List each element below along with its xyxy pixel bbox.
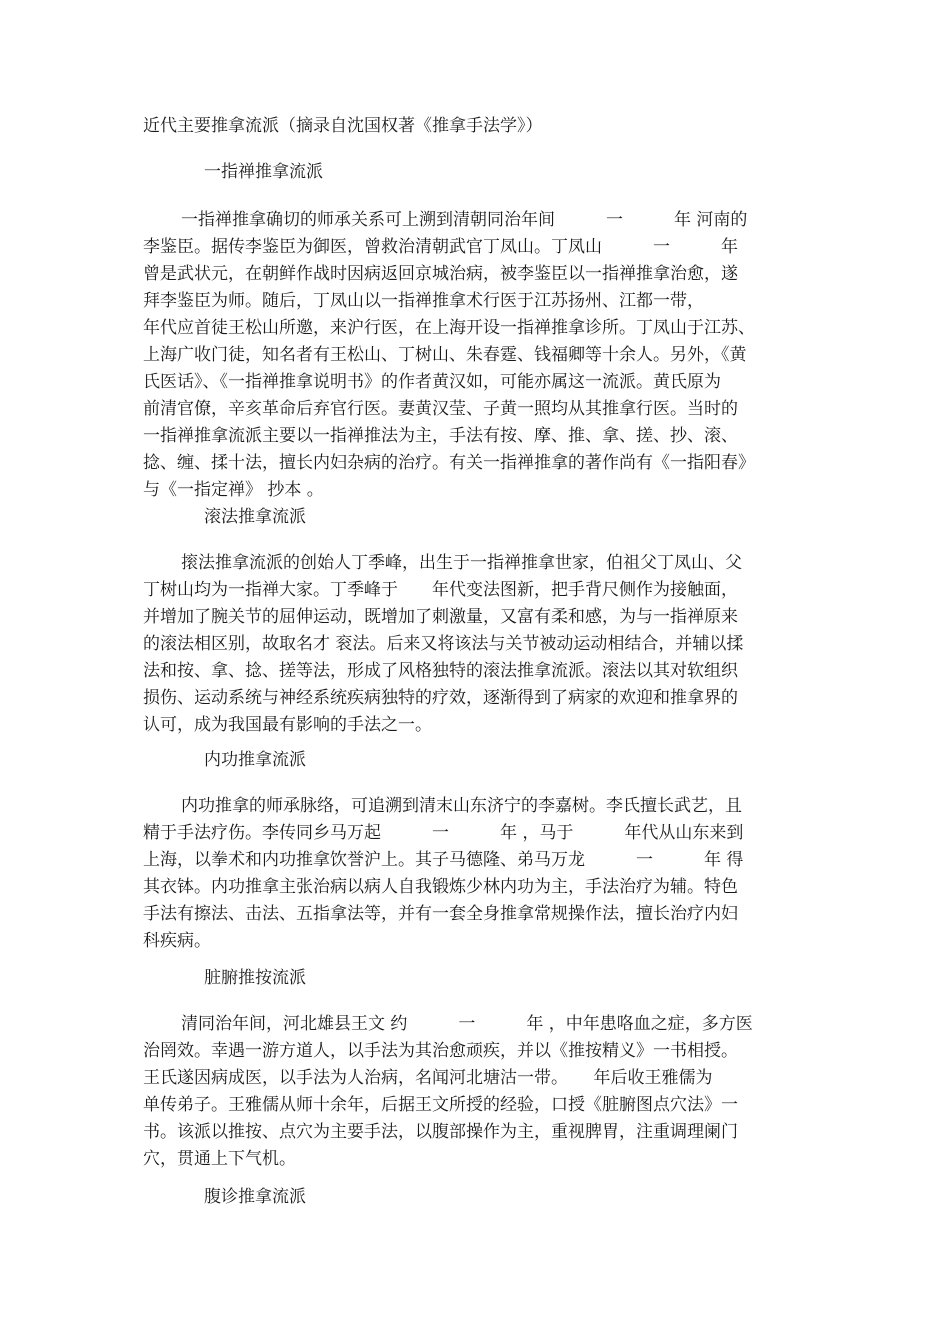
text-line: 上海广收门徒，知名者有王松山、丁树山、朱春霆、钱福卿等十余人。另外，《黄 bbox=[143, 345, 747, 365]
text-line: 单传弟子。王雅儒从师十余年，后据王文所授的经验，口授《脏腑图点穴法》一 bbox=[143, 1095, 738, 1115]
text-line: 手法有擦法、击法、五指拿法等，并有一套全身推拿常规操作法，擅长治疗内妇 bbox=[143, 904, 738, 924]
text-line: 的滚法相区别，故取名才 衮法。后来又将该法与关节被动运动相结合，并辅以揉 bbox=[143, 634, 744, 654]
text-line: 捻、缠、揉十法，擅长内妇杂病的治疗。有关一指禅推拿的著作尚有《一指阳春》 bbox=[143, 453, 755, 473]
text-line: 上海，以拳术和内功推拿饮誉沪上。其子马德隆、弟马万龙 一 年 得 bbox=[143, 850, 744, 870]
text-line: 科疾病。 bbox=[143, 931, 211, 951]
text-line: 拜李鉴臣为师。随后，丁凤山以一指禅推拿术行医于江苏扬州、江都一带， bbox=[143, 291, 704, 311]
text-line: 年代应首徒王松山所邀，来沪行医，在上海开设一指禅推拿诊所。丁凤山于江苏、 bbox=[143, 318, 755, 338]
text-line: 认可，成为我国最有影响的手法之一。 bbox=[143, 715, 432, 735]
text-line: 李鉴臣。据传李鉴臣为御医，曾救治清朝武官丁凤山。丁凤山 一 年 bbox=[143, 237, 738, 257]
text-line: 其衣钵。内功推拿主张治病以病人自我锻炼少林内功为主，手法治疗为辅。特色 bbox=[143, 877, 738, 897]
text-line: 㨰法推拿流派的创始人丁季峰，出生于一指禅推拿世家，伯祖父丁凤山、父 bbox=[181, 553, 742, 573]
text-line: 法和按、拿、捻、搓等法，形成了风格独特的滚法推拿流派。滚法以其对软组织 bbox=[143, 661, 738, 681]
text-line: 内功推拿的师承脉络，可追溯到清末山东济宁的李嘉树。李氏擅长武艺，且 bbox=[181, 796, 742, 816]
text-line: 王氏遂因病成医，以手法为人治病，名闻河北塘沽一带。 年后收王雅儒为 bbox=[143, 1068, 713, 1088]
text-line: 并增加了腕关节的屈伸运动，既增加了刺激量，又富有柔和感，为与一指禅原来 bbox=[143, 607, 738, 627]
text-line: 清同治年间，河北雄县王文 约 一 年 ，中年患咯血之症，多方医 bbox=[181, 1014, 753, 1034]
text-line: 治罔效。幸遇一游方道人，以手法为其治愈顽疾，并以《推按精义》一书相授。 bbox=[143, 1041, 738, 1061]
section-heading-zangfu: 脏腑推按流派 bbox=[204, 968, 306, 988]
text-line: 一指禅推拿流派主要以一指禅推法为主，手法有按、摩、推、拿、搓、抄、滚、 bbox=[143, 426, 738, 446]
section-body-zangfu bbox=[143, 1011, 813, 1173]
section-body-yizhichan bbox=[143, 207, 813, 504]
text-line: 精于手法疗伤。李传同乡马万起 一 年 ，马于 年代从山东来到 bbox=[143, 823, 744, 843]
text-line: 氏医话》、《一指禅推拿说明书》的作者黄汉如，可能亦属这一流派。黄氏原为 bbox=[143, 372, 721, 392]
section-heading-yizhichan: 一指禅推拿流派 bbox=[204, 162, 323, 182]
section-heading-gunfa: 滚法推拿流派 bbox=[204, 507, 306, 527]
section-heading-neigong: 内功推拿流派 bbox=[204, 750, 306, 770]
text-line: 损伤、运动系统与神经系统疾病独特的疗效，逐渐得到了病家的欢迎和推拿界的 bbox=[143, 688, 738, 708]
text-line: 与《一指定禅》 抄本 。 bbox=[143, 480, 324, 500]
text-line: 书。该派以推按、点穴为主要手法，以腹部操作为主，重视脾胃，注重调理阑门 bbox=[143, 1122, 738, 1142]
text-line: 一指禅推拿确切的师承关系可上溯到清朝同治年间 一 年 河南的 bbox=[181, 210, 748, 230]
text-line: 穴，贯通上下气机。 bbox=[143, 1149, 296, 1169]
document-title: 近代主要推拿流派（摘录自沈国权著《推拿手法学》） bbox=[143, 116, 543, 136]
text-line: 丁树山均为一指禅大家。丁季峰于 年代变法图新，把手背尺侧作为接触面， bbox=[143, 580, 738, 600]
section-heading-fuzhen: 腹诊推拿流派 bbox=[204, 1187, 306, 1207]
section-body-neigong bbox=[143, 793, 813, 955]
text-line: 前清官僚，辛亥革命后弃官行医。妻黄汉莹、子黄一照均从其推拿行医。当时的 bbox=[143, 399, 738, 419]
section-body-gunfa bbox=[143, 550, 813, 739]
text-line: 曾是武状元，在朝鲜作战时因病返回京城治病，被李鉴臣以一指禅推拿治愈，遂 bbox=[143, 264, 738, 284]
